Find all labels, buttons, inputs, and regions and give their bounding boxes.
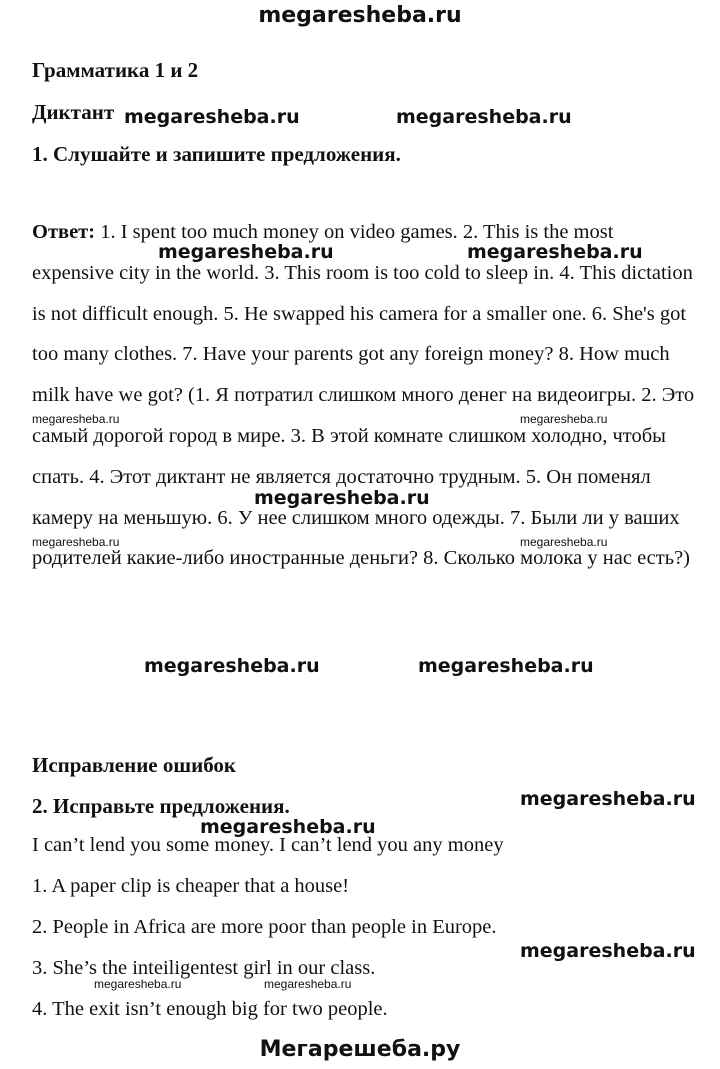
watermark: megaresheba.ru [396,106,572,128]
watermark: megaresheba.ru [467,241,643,263]
answer-paragraph [32,212,700,579]
watermark: megaresheba.ru [520,940,696,962]
answer-label: Ответ: [32,221,96,243]
example-correction: I can’t lend you some money. I can’t lend you any money [32,834,504,856]
watermark: megaresheba.ru [158,241,334,263]
watermark: megaresheba.ru [254,487,430,509]
answer-text: 1. I spent too much money on video games. 2. This is the most expensive city in the world. 3. This room is too cold to sleep in. 4. This dictation is not difficult enough. 5. He swapped his camera for a smaller one. 6. She's got too many clothes. 7. Have your parents got any foreign money? 8. How much milk have we got? (1. Я потратил слишком много денег на видеоигры. 2. Это самый дорогой город в мире. 3. В этой комнате слишком холодно, чтобы спать. 4. Этот диктант не является достаточно трудным. 5. Он поменял камеру на меньшую. 6. У нее слишком много одежды. 7. Были ли у ваших родителей какие-либо иностранные деньги? 8. Сколько молока у нас есть?) [32,221,695,570]
watermark-small: megaresheba.ru [520,535,608,549]
dictation-heading: Диктант [32,100,115,124]
error-correction-heading: Исправление ошибок [32,753,237,777]
task1-instruction: 1. Слушайте и запишите предложения. [32,142,401,166]
sentence-2: 2. People in Africa are more poor than people in Europe. [32,916,497,938]
watermark-small: megaresheba.ru [264,977,352,991]
task2-instruction: 2. Исправьте предложения. [32,794,290,818]
watermark: megaresheba.ru [418,655,594,677]
sentence-3: 3. She’s the inteiligentest girl in our class. [32,957,376,979]
watermark-small: megaresheba.ru [32,535,120,549]
watermark: megaresheba.ru [200,816,376,838]
grammar-heading: Грамматика 1 и 2 [32,58,199,82]
site-header: megaresheba.ru [258,3,462,28]
watermark-small: megaresheba.ru [94,977,182,991]
watermark-small: megaresheba.ru [520,412,608,426]
watermark-small: megaresheba.ru [32,412,120,426]
watermark: megaresheba.ru [520,788,696,810]
sentence-4: 4. The exit isn’t enough big for two people. [32,998,388,1020]
watermark: megaresheba.ru [144,655,320,677]
sentence-1: 1. A paper clip is cheaper that a house! [32,875,350,897]
site-footer: Мегарешеба.ру [259,1037,461,1062]
watermark: megaresheba.ru [124,106,300,128]
